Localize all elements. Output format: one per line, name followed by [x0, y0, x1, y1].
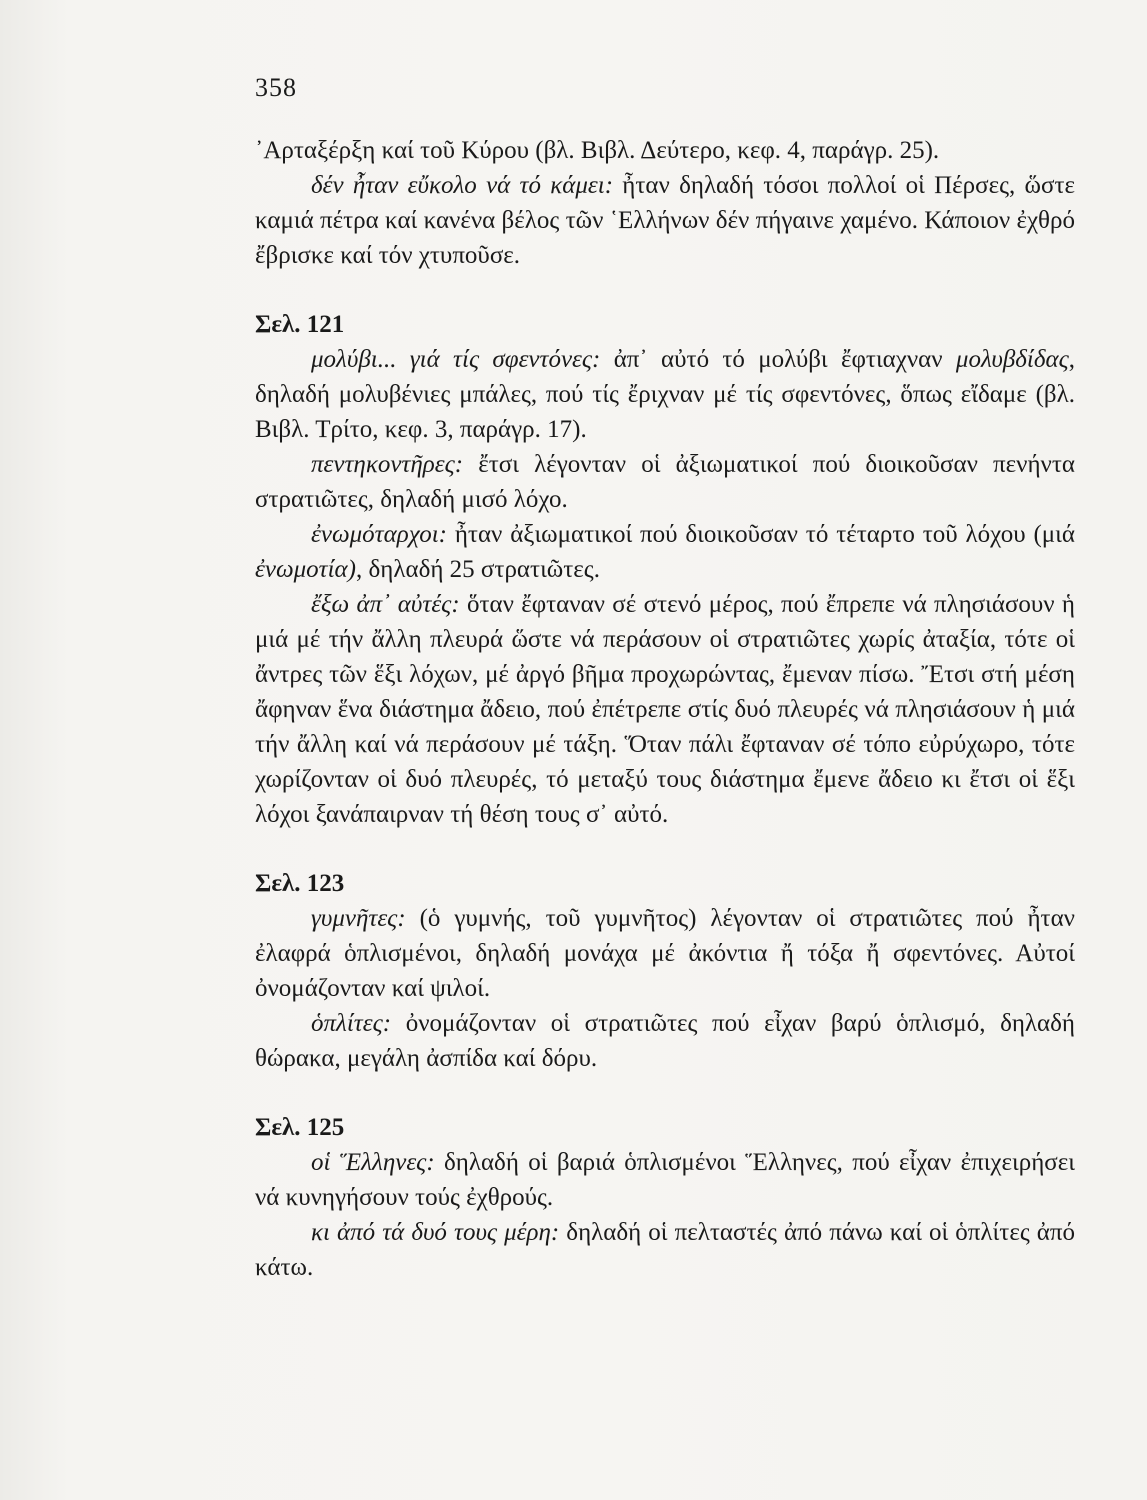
section-heading-123: Σελ. 123 — [255, 870, 345, 897]
note-paragraph — [255, 517, 1075, 587]
note-text-tail: , δηλαδή μολυβένιες μπάλες, πού τίς ἔριχναν μέ τίς σφεντόνες, ὅπως εἴδαμε (βλ. Βιβλ. Τρίτο, κεφ. 3, παράγρ. 17). — [255, 346, 1075, 443]
note-term-inline: ἐνωμοτία) — [255, 556, 356, 583]
note-term: κι ἀπό τά δυό τους μέρη: — [311, 1219, 560, 1246]
note-paragraph — [255, 168, 1075, 273]
note-term: οἱ Ἕλληνες: — [311, 1149, 435, 1176]
note-text: ἔτσι λέγονταν οἱ ἀξιωματικοί πού διοικοῦσαν πενήντα στρατιῶτες, δηλαδή μισό λόχο. — [255, 451, 1075, 513]
page-number: 358 — [255, 73, 297, 102]
section-heading-125: Σελ. 125 — [255, 1114, 345, 1141]
section-heading-121: Σελ. 121 — [255, 311, 345, 338]
note-text-tail: , δηλαδή 25 στρατιῶτες. — [356, 556, 600, 583]
note-text: δηλαδή οἱ πελταστές ἀπό πάνω καί οἱ ὁπλίτες ἀπό κάτω. — [255, 1219, 1075, 1281]
note-term: ὁπλίτες: — [311, 1010, 392, 1037]
note-text: δηλαδή οἱ βαριά ὁπλισμένοι Ἕλληνες, πού εἶχαν ἐπιχειρήσει νά κυνηγήσουν τούς ἐχθρούς. — [255, 1149, 1075, 1211]
page-text — [255, 70, 1075, 1285]
note-term: πεντηκοντῆρες: — [311, 451, 464, 478]
note-paragraph — [255, 1145, 1075, 1215]
note-text: (ὁ γυμνής, τοῦ γυμνῆτος) λέγονταν οἱ στρατιῶτες πού ἦταν ἐλαφρά ὁπλισμένοι, δηλαδή μονάχα μέ ἀκόντια ἤ τόξα ἤ σφεντόνες. Αὐτοί ὀνομάζονταν καί ψιλοί. — [255, 905, 1075, 1002]
note-paragraph — [255, 901, 1075, 1006]
paragraph-continuation — [255, 133, 1075, 168]
note-text: ἦταν ἀξιωματικοί πού διοικοῦσαν τό τέταρτο τοῦ λόχου (μιά — [446, 521, 1075, 548]
note-term: γυμνῆτες: — [311, 905, 406, 932]
note-paragraph — [255, 1006, 1075, 1076]
note-term: ἔξω ἀπ᾿ αὐτές: — [311, 591, 460, 618]
note-term: δέν ἦταν εὔκολο νά τό κάμει: — [311, 172, 614, 199]
note-term-inline: μολυβδίδας — [955, 346, 1069, 373]
note-paragraph — [255, 587, 1075, 832]
note-paragraph — [255, 447, 1075, 517]
note-paragraph — [255, 342, 1075, 447]
note-term: ἐνωμόταρχοι: — [311, 521, 447, 548]
note-text: ὅταν ἔφταναν σέ στενό μέρος, πού ἔπρεπε νά πλησιάσουν ἡ μιά μέ τήν ἄλλη πλευρά ὥστε νά περάσουν οἱ στρατιῶτες χωρίς ἀταξία, τότε οἱ ἄντρες τῶν ἕξι λόχων, μέ ἀργό βῆμα προχωρώντας, ἔμεναν πίσω. Ἔτσι στή μέση ἄφηναν ἕνα διάστημα ἄδειο, πού ἐπέτρεπε στίς δυό πλευρές νά πλησιάσουν ἡ μιά τήν ἄλλη καί νά περάσουν μέ τάξη. Ὅταν πάλι ἔφταναν σέ τόπο εὐρύχωρο, τότε χωρίζονταν οἱ δυό πλευρές, τό μεταξύ τους διάστημα ἔμενε ἄδειο κι ἔτσι οἱ ἕξι λόχοι ξανάπαιρναν τή θέση τους σ᾿ αὐτό. — [255, 591, 1075, 828]
note-text: ὀνομάζονταν οἱ στρατιῶτες πού εἶχαν βαρύ ὁπλισμό, δηλαδή θώρακα, μεγάλη ἀσπίδα καί δόρυ. — [255, 1010, 1075, 1072]
note-text: ἀπ᾿ αὐτό τό μολύβι ἔφτιαχναν — [600, 346, 956, 373]
note-term: μολύβι... γιά τίς σφεντόνες: — [311, 346, 601, 373]
note-paragraph — [255, 1215, 1075, 1285]
paragraph-text: ᾿Αρταξέρξη καί τοῦ Κύρου (βλ. Βιβλ. Δεύτερο, κεφ. 4, παράγρ. 25). — [255, 137, 940, 164]
note-text: ἦταν δηλαδή τόσοι πολλοί οἱ Πέρσες, ὥστε καμιά πέτρα καί κανένα βέλος τῶν ῾Ελλήνων δέν πήγαινε χαμένο. Κάποιον ἐχθρό ἔβρισκε καί τόν χτυποῦσε. — [255, 172, 1075, 269]
